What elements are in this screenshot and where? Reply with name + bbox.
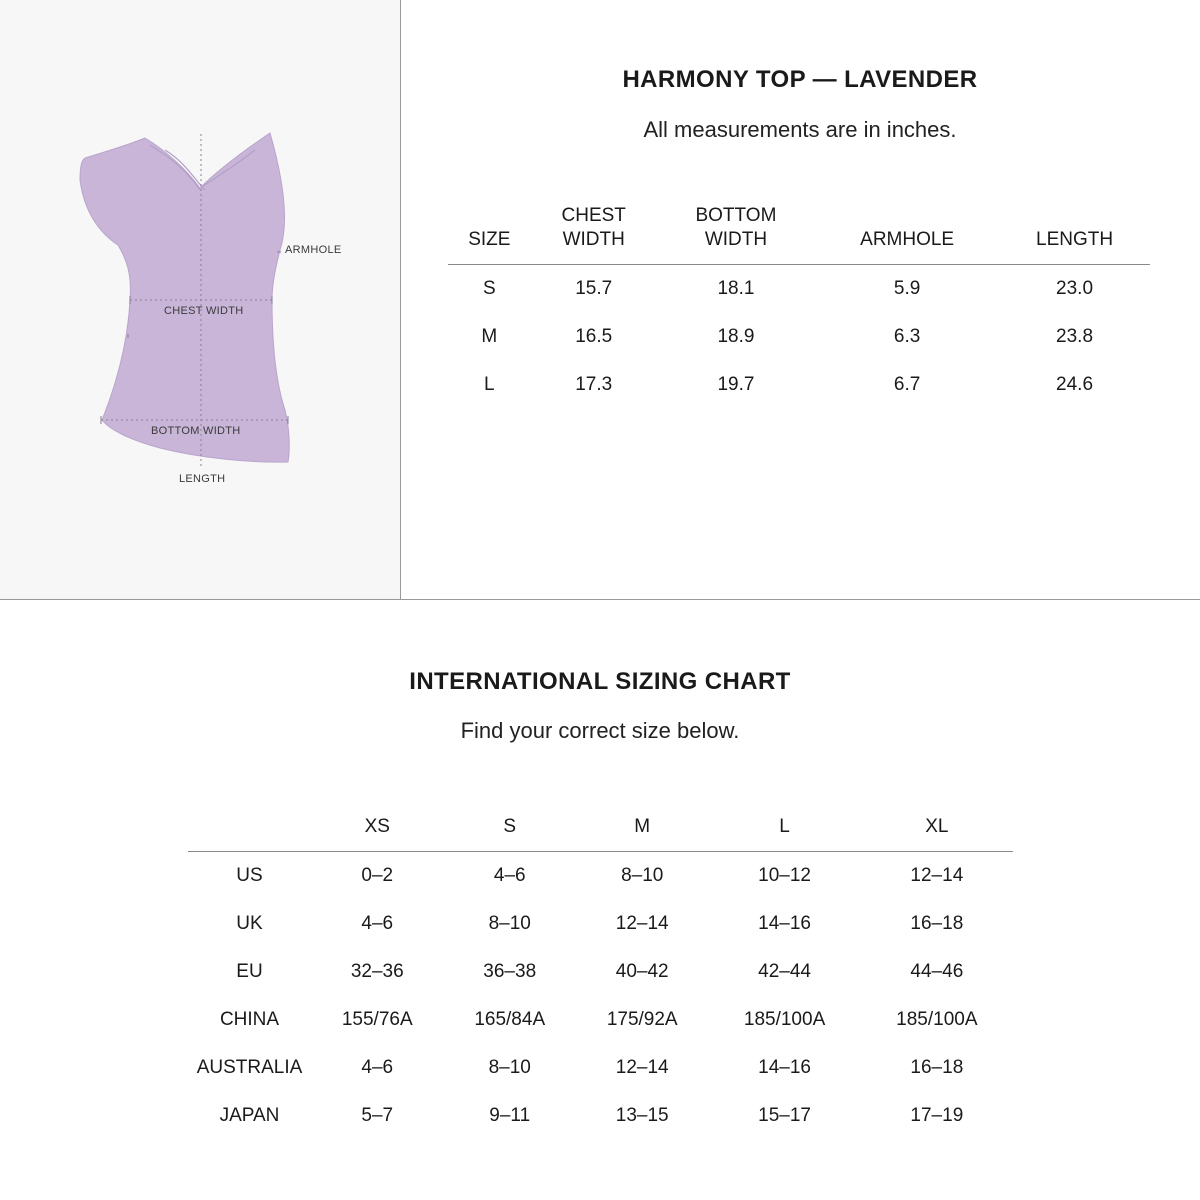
table-cell: 19.7 (717, 374, 755, 395)
column-header: XS (311, 803, 443, 852)
table-cell: 12–14 (910, 865, 964, 886)
table-row (188, 948, 1013, 996)
table-cell: 14–16 (758, 1057, 811, 1078)
column-header: CHEST WIDTH (531, 200, 657, 265)
table-cell: 44–46 (910, 961, 964, 982)
table-row (448, 361, 1150, 409)
international-chart-title: INTERNATIONAL SIZING CHART (409, 668, 791, 695)
column-header: XL (861, 803, 1013, 852)
table-row (188, 1092, 1013, 1140)
column-header: BOTTOM WIDTH (657, 200, 815, 265)
table-cell: 15.7 (575, 278, 613, 299)
table-row (188, 852, 1013, 901)
product-title: HARMONY TOP — LAVENDER (622, 66, 978, 93)
armhole-label: ARMHOLE (285, 244, 342, 256)
table-cell: 8–10 (488, 1057, 531, 1078)
column-header (188, 803, 311, 852)
measurement-table (448, 200, 1150, 409)
bottom-width-label: BOTTOM WIDTH (151, 425, 241, 437)
table-cell: 18.1 (717, 278, 755, 299)
length-label: LENGTH (179, 473, 226, 485)
table-cell: 12–14 (615, 1057, 669, 1078)
garment-shape (80, 133, 289, 462)
table-cell: 5–7 (361, 1105, 394, 1126)
table-cell: 14–16 (758, 913, 811, 934)
table-cell: 15–17 (758, 1105, 811, 1126)
table-cell: 10–12 (758, 865, 811, 886)
table-row (448, 265, 1150, 314)
international-size-table (188, 803, 1013, 1140)
section-divider (0, 599, 1200, 600)
table-cell: 16.5 (575, 326, 613, 347)
measurement-unit-note: All measurements are in inches. (643, 117, 957, 142)
table-cell: 5.9 (893, 278, 921, 299)
table-header-row (448, 200, 1150, 265)
table-cell: 42–44 (758, 961, 811, 982)
size-cell: S (482, 278, 496, 299)
region-cell: AUSTRALIA (196, 1057, 303, 1078)
table-cell: 32–36 (350, 961, 404, 982)
table-header-row (188, 803, 1013, 852)
table-row (188, 900, 1013, 948)
table-cell: 0–2 (361, 865, 394, 886)
international-chart-subtitle: Find your correct size below. (460, 718, 740, 743)
column-header: ARMHOLE (815, 200, 999, 265)
table-cell: 6.7 (893, 374, 921, 395)
table-cell: 8–10 (621, 865, 664, 886)
table-cell: 165/84A (474, 1009, 546, 1030)
table-cell: 9–11 (489, 1105, 531, 1126)
table-cell: 175/92A (606, 1009, 678, 1030)
table-cell: 24.6 (1056, 374, 1094, 395)
table-cell: 4–6 (493, 865, 526, 886)
size-cell: M (481, 326, 498, 347)
column-header: S (443, 803, 575, 852)
table-cell: 185/100A (896, 1009, 978, 1030)
table-cell: 16–18 (910, 913, 964, 934)
table-cell: 155/76A (341, 1009, 413, 1030)
column-header: LENGTH (999, 200, 1150, 265)
table-cell: 16–18 (910, 1057, 964, 1078)
table-cell: 40–42 (615, 961, 669, 982)
garment-diagram (0, 0, 400, 600)
table-cell: 36–38 (483, 961, 537, 982)
column-header: L (708, 803, 860, 852)
table-cell: 185/100A (743, 1009, 826, 1030)
table-cell: 17–19 (910, 1105, 964, 1126)
column-header: M (576, 803, 708, 852)
table-cell: 18.9 (717, 326, 755, 347)
table-cell: 23.8 (1056, 326, 1094, 347)
product-image-panel (0, 0, 401, 599)
region-cell: EU (236, 961, 263, 982)
table-cell: 8–10 (488, 913, 531, 934)
table-cell: 12–14 (615, 913, 669, 934)
region-cell: US (236, 865, 263, 886)
table-cell: 23.0 (1056, 278, 1094, 299)
table-cell: 4–6 (361, 913, 394, 934)
table-cell: 13–15 (615, 1105, 669, 1126)
region-cell: JAPAN (219, 1105, 280, 1126)
chest-width-label: CHEST WIDTH (164, 305, 244, 317)
table-row (188, 1044, 1013, 1092)
column-header: SIZE (448, 200, 531, 265)
table-cell: 4–6 (361, 1057, 394, 1078)
table-row (448, 313, 1150, 361)
region-cell: CHINA (219, 1009, 280, 1030)
region-cell: UK (236, 913, 263, 934)
table-cell: 6.3 (893, 326, 921, 347)
size-cell: L (484, 374, 495, 395)
table-cell: 17.3 (575, 374, 613, 395)
table-row (188, 996, 1013, 1044)
